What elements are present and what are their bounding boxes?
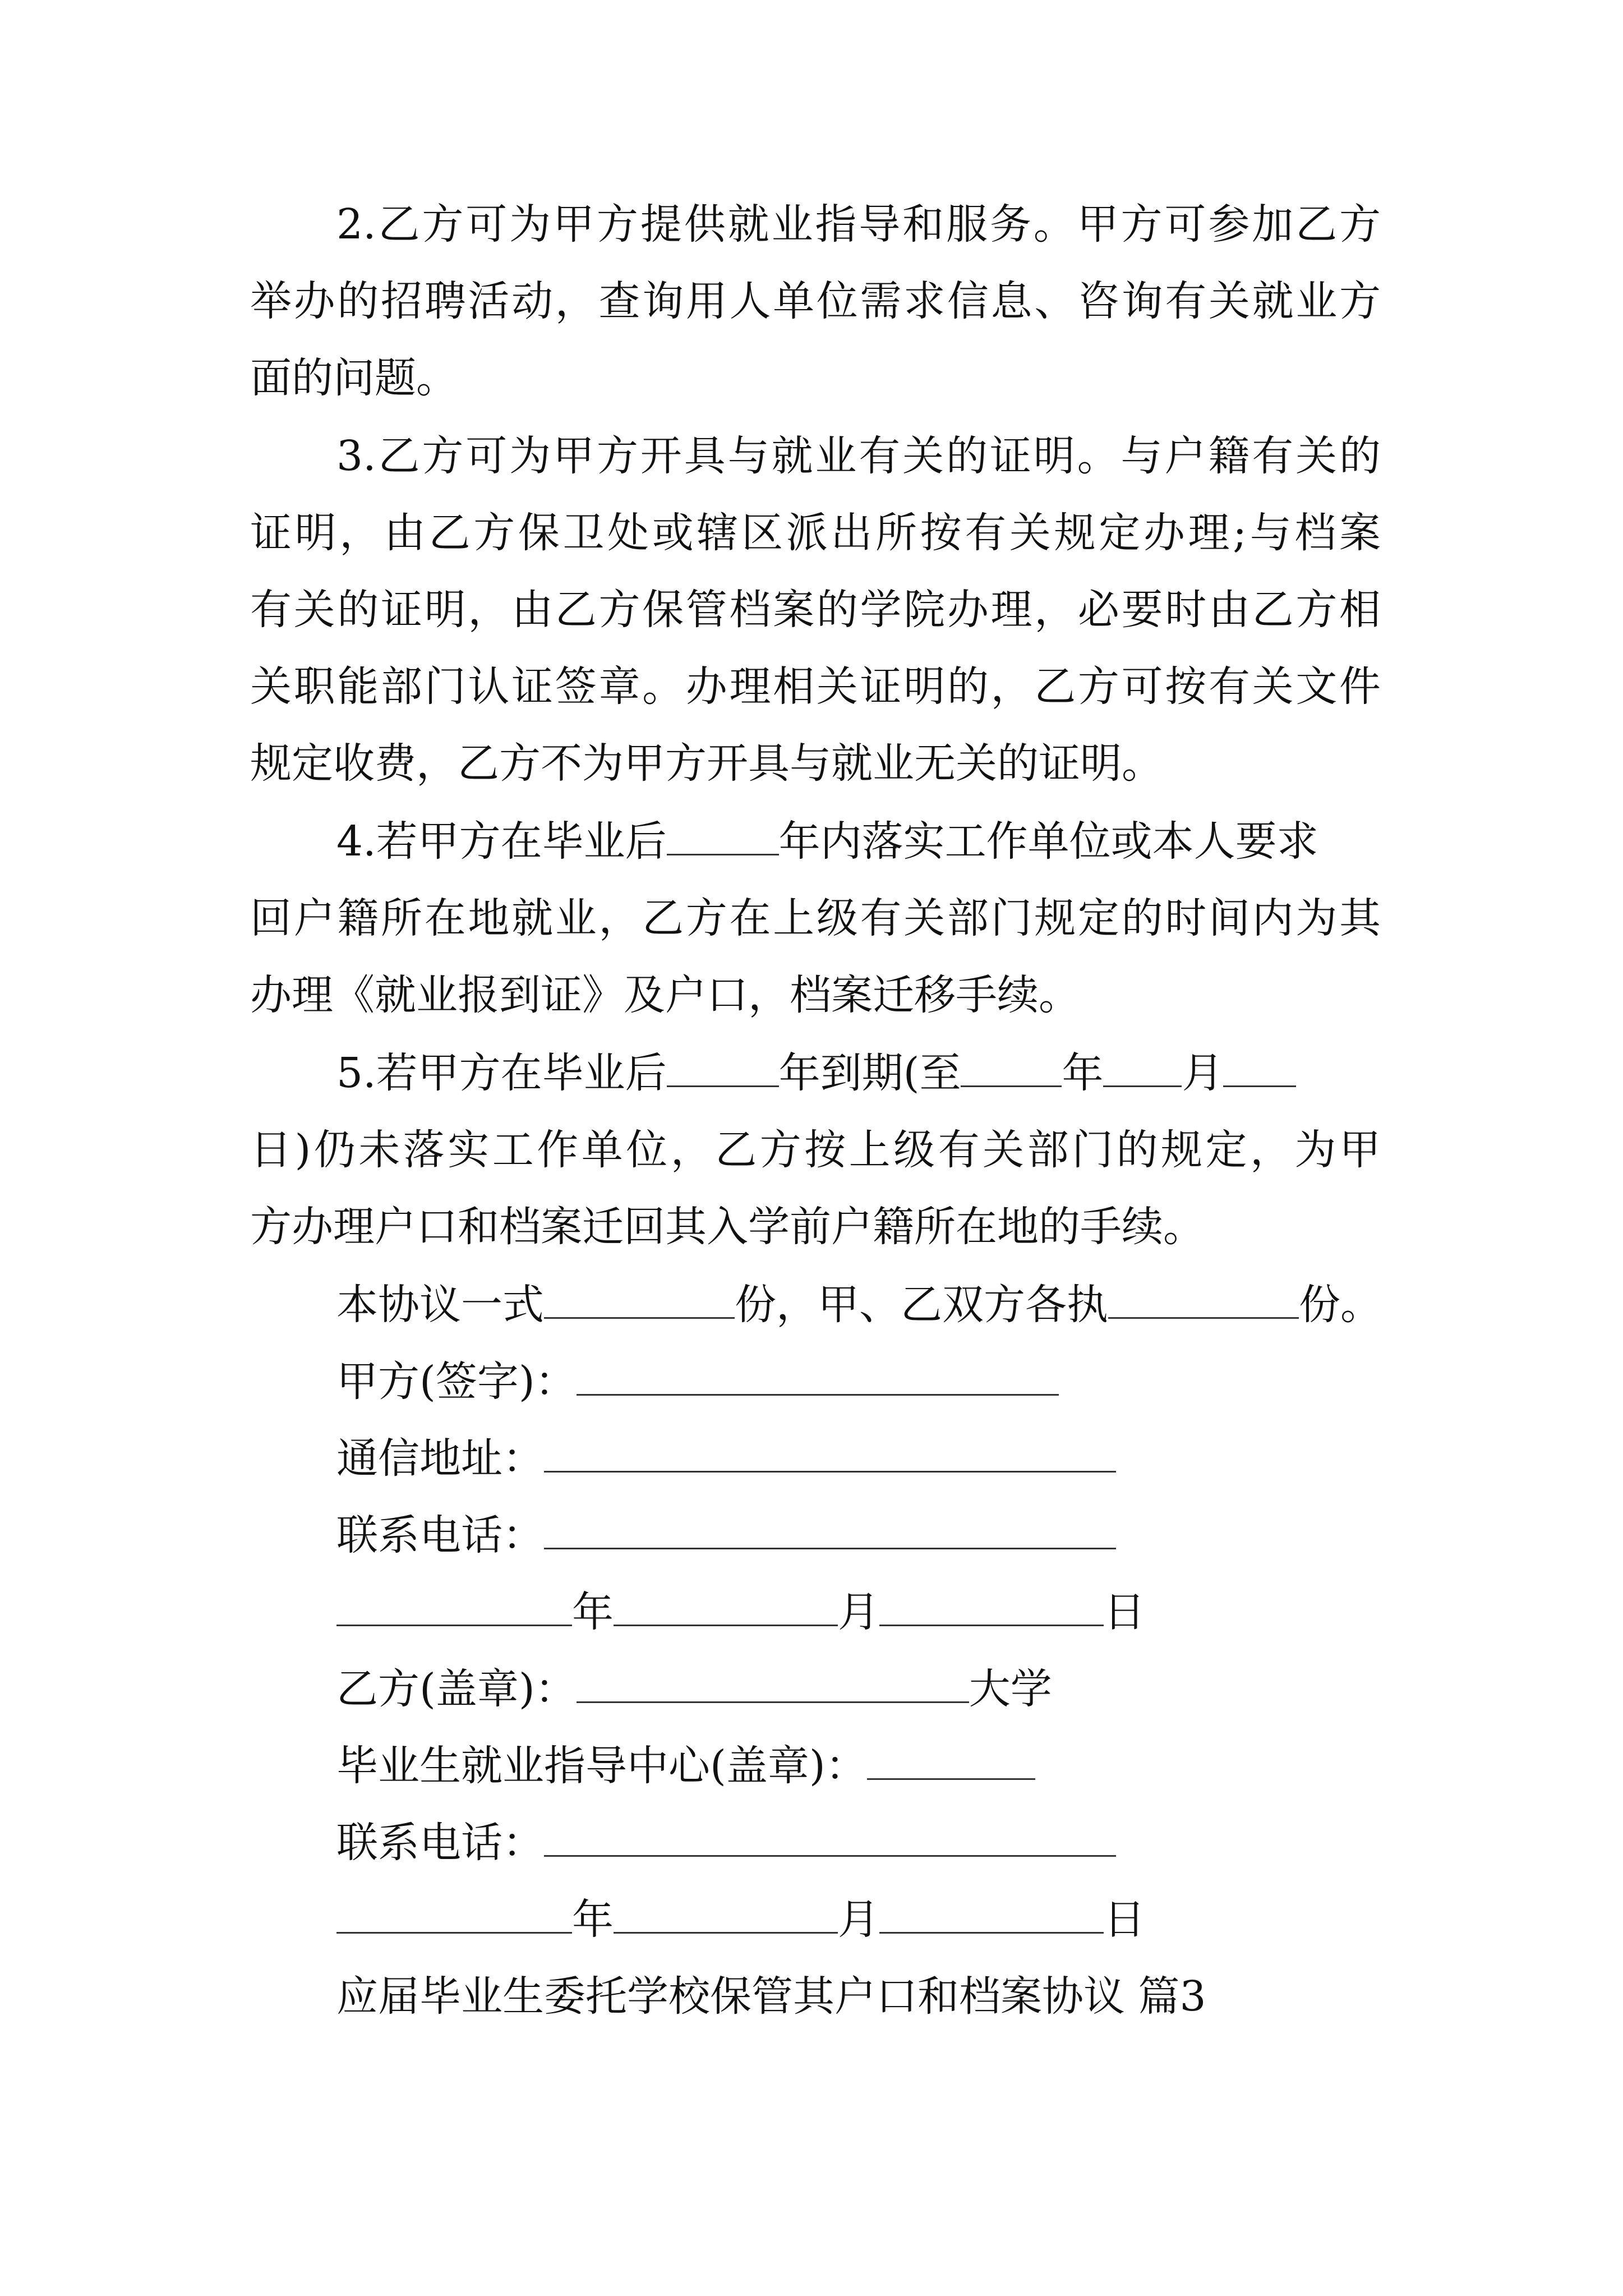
paragraph-4-line-3: 办理《就业报到证》及户口，档案迁移手续。	[250, 971, 1080, 1019]
p4-text-b: 年内落实工作单位或本人要求	[778, 817, 1318, 866]
party-b-university-blank[interactable]	[577, 1664, 969, 1703]
party-b-year-label: 年	[572, 1895, 614, 1944]
years-blank[interactable]	[667, 817, 779, 855]
party-a-year-label: 年	[572, 1588, 614, 1636]
party-a-sign-label: 甲方(签字)：	[336, 1358, 577, 1406]
expire-month-blank[interactable]	[1103, 1048, 1182, 1087]
party-a-sign-line	[336, 1356, 1059, 1407]
paragraph-3-line-2: 证明，由乙方保卫处或辖区派出所按有关规定办理;与档案	[250, 509, 1381, 557]
copies-text-c: 份。	[1299, 1281, 1382, 1329]
party-b-date-line	[336, 1894, 1145, 1945]
paragraph-4-line-2: 回户籍所在地就业，乙方在上级有关部门规定的时间内为其	[250, 894, 1381, 942]
party-b-seal-line	[336, 1664, 1052, 1714]
party-a-address-label: 通信地址：	[336, 1434, 544, 1483]
party-a-day-label: 日	[1104, 1588, 1145, 1636]
party-a-address-line	[336, 1433, 1116, 1484]
paragraph-2-line-2: 举办的招聘活动，查询用人单位需求信息、咨询有关就业方	[250, 277, 1381, 325]
party-a-phone-blank[interactable]	[544, 1511, 1116, 1549]
party-b-center-line	[336, 1741, 1035, 1791]
party-a-month-blank[interactable]	[614, 1588, 838, 1626]
party-b-center-label: 毕业生就业指导中心(盖章)：	[336, 1742, 867, 1790]
party-b-seal-label: 乙方(盖章)：	[336, 1665, 577, 1713]
party-a-year-blank[interactable]	[336, 1588, 572, 1626]
p5-text-d: 月	[1182, 1049, 1224, 1097]
party-a-phone-label: 联系电话：	[336, 1511, 544, 1559]
p5-text-a: 5.若甲方在毕业后	[336, 1049, 667, 1097]
party-b-month-label: 月	[838, 1895, 879, 1944]
expire-year-blank[interactable]	[961, 1048, 1062, 1087]
party-a-phone-line	[336, 1510, 1116, 1561]
party-b-day-label: 日	[1104, 1895, 1145, 1944]
party-b-phone-label: 联系电话：	[336, 1819, 544, 1867]
party-b-center-blank[interactable]	[867, 1741, 1035, 1780]
party-b-month-blank[interactable]	[614, 1895, 838, 1934]
expire-years-blank[interactable]	[667, 1048, 779, 1087]
p5-text-b: 年到期(至	[778, 1049, 961, 1097]
paragraph-3-line-4: 关职能部门认证签章。办理相关证明的，乙方可按有关文件	[250, 662, 1381, 711]
party-a-month-label: 月	[838, 1588, 879, 1636]
paragraph-3-line-5: 规定收费，乙方不为甲方开具与就业无关的证明。	[250, 739, 1163, 788]
next-section-title: 应届毕业生委托学校保管其户口和档案协议 篇3	[336, 1972, 1206, 2021]
party-a-address-blank[interactable]	[544, 1434, 1116, 1473]
copies-each-blank[interactable]	[1108, 1280, 1299, 1319]
party-b-phone-blank[interactable]	[544, 1818, 1116, 1857]
paragraph-2-line-3: 面的问题。	[250, 354, 458, 402]
p4-text-a: 4.若甲方在毕业后	[336, 817, 667, 866]
paragraph-2-line-1: 2.乙方可为甲方提供就业指导和服务。甲方可参加乙方	[336, 200, 1381, 249]
paragraph-5-line-1	[336, 1048, 1296, 1098]
p5-text-c: 年	[1062, 1049, 1104, 1097]
party-b-phone-line	[336, 1818, 1116, 1868]
party-b-university-label: 大学	[969, 1665, 1052, 1713]
party-a-day-blank[interactable]	[879, 1588, 1104, 1626]
copies-line	[336, 1280, 1382, 1330]
copies-text-b: 份，甲、乙双方各执	[735, 1281, 1108, 1329]
paragraph-5-line-3: 方办理户口和档案迁回其入学前户籍所在地的手续。	[250, 1203, 1205, 1251]
paragraph-3-line-3: 有关的证明，由乙方保管档案的学院办理，必要时由乙方相	[250, 586, 1381, 634]
paragraph-3-line-1: 3.乙方可为甲方开具与就业有关的证明。与户籍有关的	[336, 432, 1381, 480]
copies-text-a: 本协议一式	[336, 1281, 544, 1329]
expire-day-blank[interactable]	[1223, 1048, 1296, 1087]
paragraph-4-line-1	[336, 816, 1318, 867]
party-a-date-line	[336, 1587, 1145, 1637]
party-b-day-blank[interactable]	[879, 1895, 1104, 1934]
party-a-sign-blank[interactable]	[577, 1357, 1059, 1396]
party-b-year-blank[interactable]	[336, 1895, 572, 1934]
copies-total-blank[interactable]	[544, 1280, 735, 1319]
paragraph-5-line-2: 日)仍未落实工作单位，乙方按上级有关部门的规定，为甲	[250, 1126, 1381, 1174]
